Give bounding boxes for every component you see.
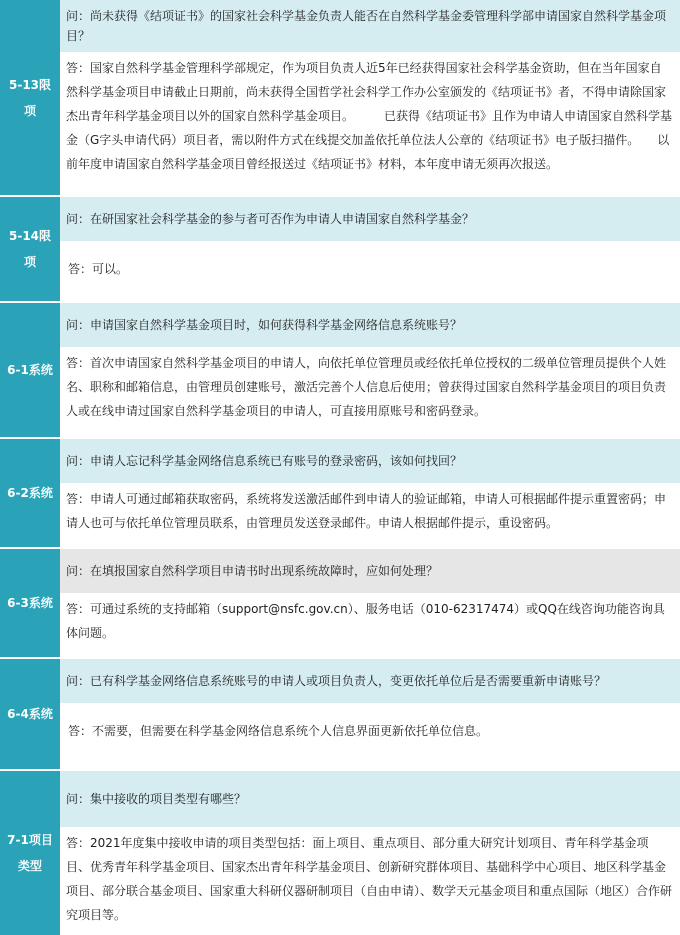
faq-row	[0, 197, 680, 303]
faq-row	[0, 771, 680, 935]
answer: 答：首次申请国家自然科学基金项目的申请人，向依托单位管理员或经依托单位授权的二级单位管理员提供个人姓名、职称和邮箱信息，由管理员创建账号，激活完善个人信息后使用；曾获得过国家自然科学基金项目的项目负责人或在线申请过国家自然科学基金项目的申请人，可直接用原账号和密码登录。	[66, 356, 667, 418]
row-tag: 6-3系统	[0, 549, 60, 657]
faq-row	[0, 439, 680, 549]
question: 问：已有科学基金网络信息系统账号的申请人或项目负责人，变更依托单位后是否需要重新申请账号？	[57, 659, 680, 703]
row-content	[60, 197, 680, 301]
row-content	[60, 771, 680, 935]
question: 问：尚未获得《结项证书》的国家社会科学基金负责人能否在自然科学基金委管理科学部申请国家自然科学基金项目？	[57, 0, 680, 52]
answer: 答：国家自然科学基金管理科学部规定，作为项目负责人近5年已经获得国家社会科学基金资助，但在当年国家自然科学基金项目申请截止日期前，尚未获得全国哲学社会科学工作办公室颁发的《结项证书》者，不得申请除国家杰出青年科学基金项目以外的国家自然科学基金项目。 已获得《结项证书》且作为申请人申请国家自然科学基金（G字头申请代码）项目者，需以附件方式在线提交加盖依托单位法人公章的《结项证书》电子版扫描件。 以前年度申请国家自然科学基金项目曾经报送过《结项证书》材料，本年度申请无须再次报送。	[66, 61, 673, 171]
row-tag: 6-1系统	[0, 303, 60, 437]
row-content	[60, 303, 680, 437]
row-tag: 5-13限项	[0, 0, 60, 195]
question: 问：在填报国家自然科学项目申请书时出现系统故障时，应如何处理？	[57, 549, 680, 593]
question: 问：在研国家社会科学基金的参与者可否作为申请人申请国家自然科学基金？	[57, 197, 680, 241]
faq-row	[0, 549, 680, 659]
row-tag: 6-4系统	[0, 659, 60, 769]
faq-row	[0, 303, 680, 439]
question: 问：申请人忘记科学基金网络信息系统已有账号的登录密码，该如何找回？	[57, 439, 680, 483]
question: 问：申请国家自然科学基金项目时，如何获得科学基金网络信息系统账号？	[57, 303, 680, 347]
row-content	[60, 659, 680, 769]
row-content	[60, 0, 680, 195]
row-tag: 5-14限项	[0, 197, 60, 301]
row-content	[60, 549, 680, 657]
answer: 答：可通过系统的支持邮箱（support@nsfc.gov.cn）、服务电话（010-62317474）或QQ在线咨询功能咨询具体问题。	[66, 602, 665, 640]
row-tag: 6-2系统	[0, 439, 60, 547]
answer: 答：不需要，但需要在科学基金网络信息系统个人信息界面更新依托单位信息。	[68, 724, 489, 738]
answer: 答：2021年度集中接收申请的项目类型包括：面上项目、重点项目、部分重大研究计划项目、青年科学基金项目、优秀青年科学基金项目、国家杰出青年科学基金项目、创新研究群体项目、基础科学中心项目、地区科学基金项目、部分联合基金项目、国家重大科研仪器研制项目（自由申请）、数学天元基金项目和重点国际（地区）合作研究项目等。	[66, 836, 673, 922]
faq-row	[0, 0, 680, 197]
answer: 答：申请人可通过邮箱获取密码，系统将发送激活邮件到申请人的验证邮箱，申请人可根据邮件提示重置密码；申请人也可与依托单位管理员联系，由管理员发送登录邮件。申请人根据邮件提示，重设密码。	[66, 492, 667, 530]
faq-row	[0, 659, 680, 771]
row-tag: 7-1项目类型	[0, 771, 60, 935]
answer: 答：可以。	[68, 262, 129, 276]
question: 问：集中接收的项目类型有哪些？	[57, 771, 680, 827]
row-content	[60, 439, 680, 547]
